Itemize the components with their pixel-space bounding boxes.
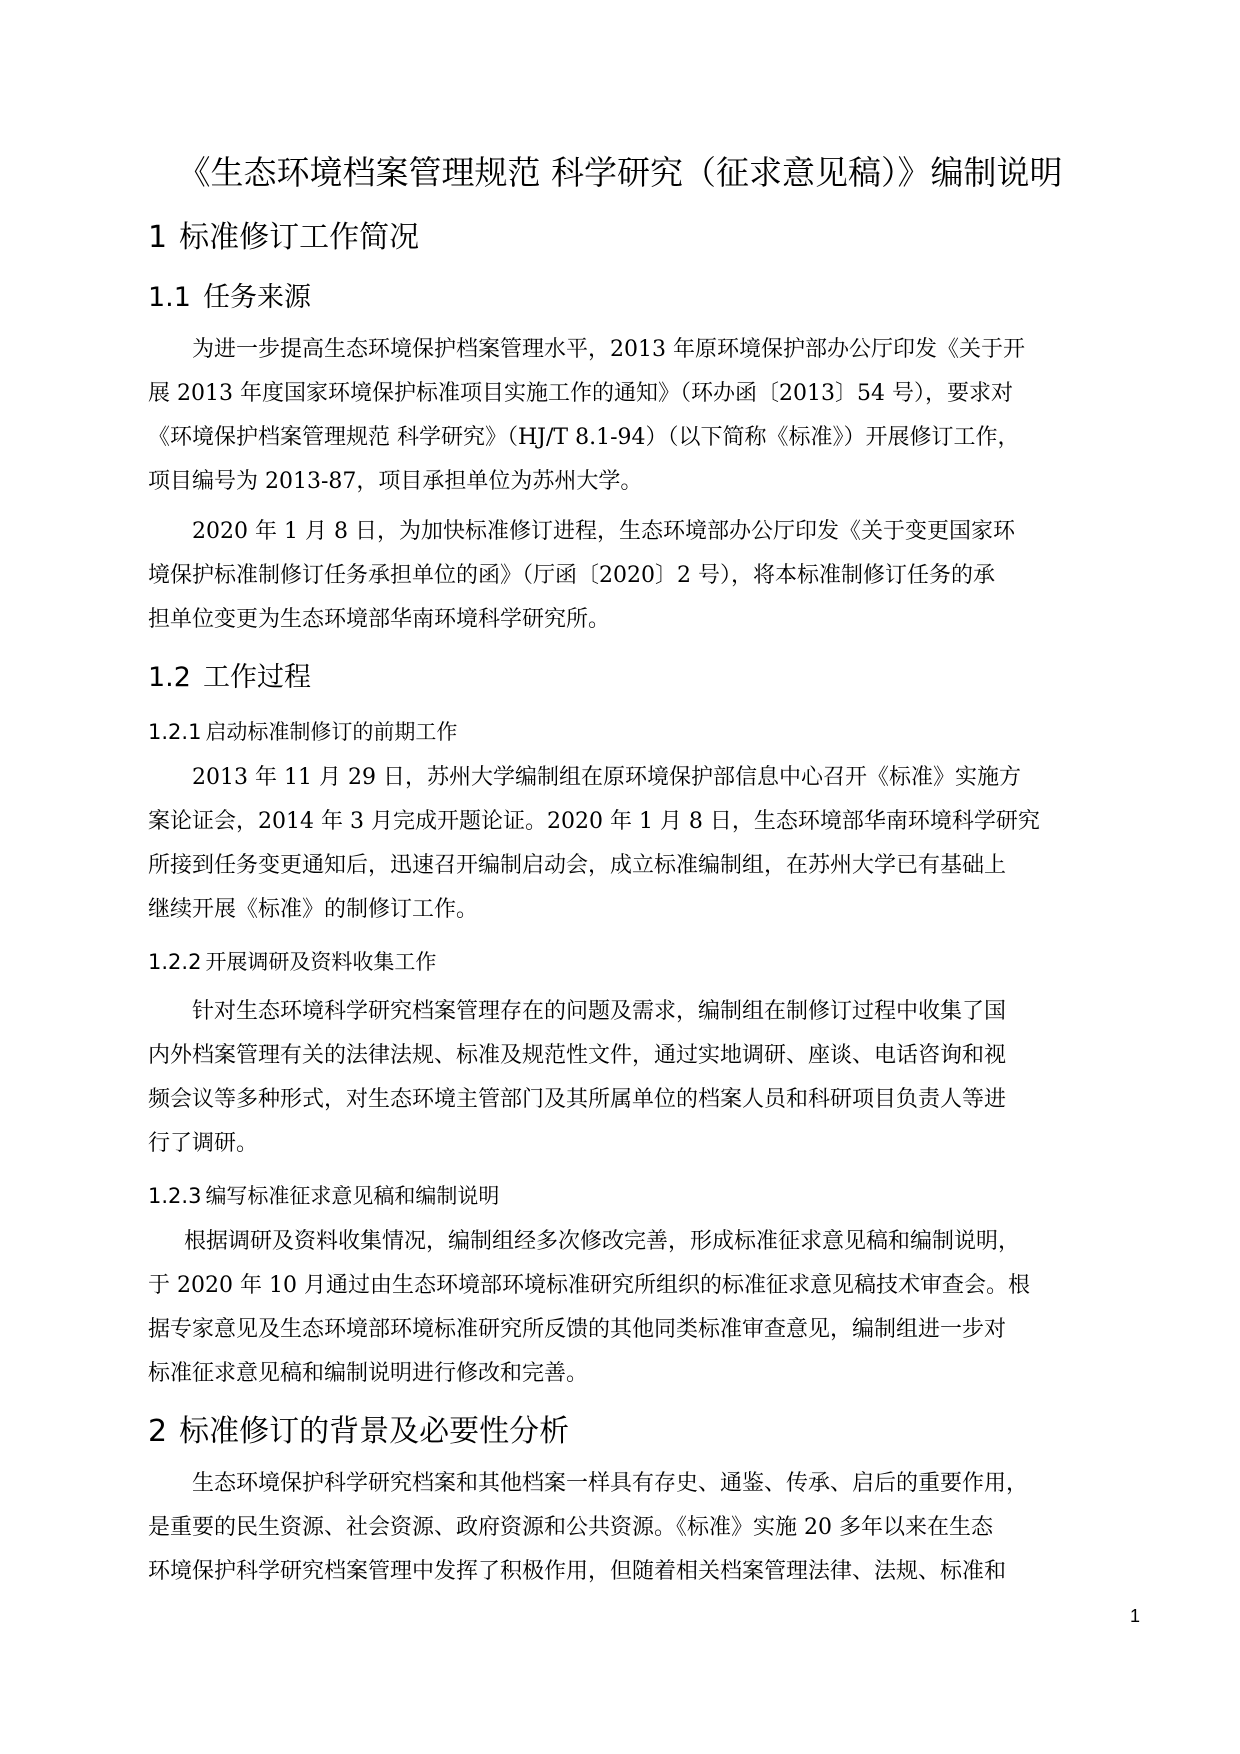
paragraph-line: 频会议等多种形式，对生态环境主管部门及其所属单位的档案人员和科研项目负责人等进 bbox=[148, 1087, 1007, 1112]
paragraph-line: 环境保护科学研究档案管理中发挥了积极作用，但随着相关档案管理法律、法规、标准和 bbox=[148, 1559, 1007, 1584]
paragraph-line: 2013 年 11 月 29 日，苏州大学编制组在原环境保护部信息中心召开《标准》实施方 bbox=[192, 765, 1021, 790]
section-title: 工作过程 bbox=[202, 662, 311, 693]
paragraph-line: 担单位变更为生态环境部华南环境科学研究所。 bbox=[148, 607, 611, 632]
section-number: 1.2 bbox=[148, 662, 191, 693]
paragraph-line: 境保护标准制修订任务承担单位的函》（厅函〔2020〕2 号），将本标准制修订任务的承 bbox=[148, 563, 995, 588]
section-number: 1.2.1 bbox=[148, 720, 202, 744]
section-number: 2 bbox=[148, 1414, 168, 1449]
paragraph-line: 所接到任务变更通知后，迅速召开编制启动会，成立标准编制组，在苏州大学已有基础上 bbox=[148, 853, 1007, 878]
paragraph-task-source-1 bbox=[148, 328, 1138, 504]
paragraph-line: 展 2013 年度国家环境保护标准项目实施工作的通知》（环办函〔2013〕54 号），要求对 bbox=[148, 381, 1013, 406]
section-title: 任务来源 bbox=[202, 282, 311, 313]
section-heading-1-2 bbox=[148, 658, 311, 698]
section-heading-1-2-3 bbox=[148, 1180, 499, 1212]
section-number: 1.1 bbox=[148, 282, 191, 313]
paragraph-line: 生态环境保护科学研究档案和其他档案一样具有存史、通鉴、传承、启后的重要作用， bbox=[192, 1471, 1029, 1496]
paragraph-preliminary-work bbox=[148, 756, 1138, 932]
paragraph-line: 项目编号为 2013-87，项目承担单位为苏州大学。 bbox=[148, 469, 643, 494]
section-title: 编写标准征求意见稿和编制说明 bbox=[205, 1184, 500, 1208]
paragraph-line: 根据调研及资料收集情况，编制组经多次修改完善，形成标准征求意见稿和编制说明， bbox=[184, 1229, 1021, 1254]
section-heading-2 bbox=[148, 1410, 569, 1454]
paragraph-line: 2020 年 1 月 8 日，为加快标准修订进程，生态环境部办公厅印发《关于变更国家环 bbox=[192, 519, 1015, 544]
section-heading-1-1 bbox=[148, 278, 311, 318]
paragraph-line: 继续开展《标准》的制修订工作。 bbox=[148, 897, 479, 922]
paragraph-research-collection bbox=[148, 990, 1138, 1166]
section-number: 1.2.2 bbox=[148, 950, 202, 974]
paragraph-line: 为进一步提高生态环境保护档案管理水平，2013 年原环境保护部办公厅印发《关于开 bbox=[192, 337, 1025, 362]
paragraph-line: 于 2020 年 10 月通过由生态环境部环境标准研究所组织的标准征求意见稿技术审查会。根 bbox=[148, 1273, 1030, 1298]
section-title: 开展调研及资料收集工作 bbox=[205, 950, 437, 974]
paragraph-line: 针对生态环境科学研究档案管理存在的问题及需求，编制组在制修订过程中收集了国 bbox=[192, 999, 1007, 1024]
paragraph-background bbox=[148, 1462, 1138, 1594]
section-number: 1 bbox=[148, 220, 168, 255]
paragraph-line: 内外档案管理有关的法律法规、标准及规范性文件，通过实地调研、座谈、电话咨询和视 bbox=[148, 1043, 1007, 1068]
section-number: 1.2.3 bbox=[148, 1184, 202, 1208]
section-title: 标准修订的背景及必要性分析 bbox=[179, 1414, 570, 1449]
section-heading-1-2-1 bbox=[148, 716, 457, 748]
section-title: 标准修订工作简况 bbox=[179, 220, 420, 255]
paragraph-line: 标准征求意见稿和编制说明进行修改和完善。 bbox=[148, 1361, 589, 1386]
paragraph-line: 案论证会，2014 年 3 月完成开题论证。2020 年 1 月 8 日，生态环境部华南环境科学研究 bbox=[148, 809, 1040, 834]
section-heading-1 bbox=[148, 216, 419, 260]
paragraph-line: 《环境保护档案管理规范 科学研究》（HJ/T 8.1-94）（以下简称《标准》）开展修订工作， bbox=[148, 425, 1020, 450]
section-heading-1-2-2 bbox=[148, 946, 436, 978]
paragraph-line: 行了调研。 bbox=[148, 1131, 259, 1156]
page-number: 1 bbox=[1129, 1606, 1140, 1626]
paragraph-line: 据专家意见及生态环境部环境标准研究所反馈的其他同类标准审查意见，编制组进一步对 bbox=[148, 1317, 1007, 1342]
document-title: 《生态环境档案管理规范 科学研究（征求意见稿）》编制说明 bbox=[177, 153, 1063, 192]
section-title: 启动标准制修订的前期工作 bbox=[205, 720, 458, 744]
paragraph-draft-writing bbox=[148, 1220, 1138, 1396]
paragraph-line: 是重要的民生资源、社会资源、政府资源和公共资源。《标准》实施 20 多年以来在生态 bbox=[148, 1515, 993, 1540]
paragraph-task-source-2 bbox=[148, 510, 1138, 642]
